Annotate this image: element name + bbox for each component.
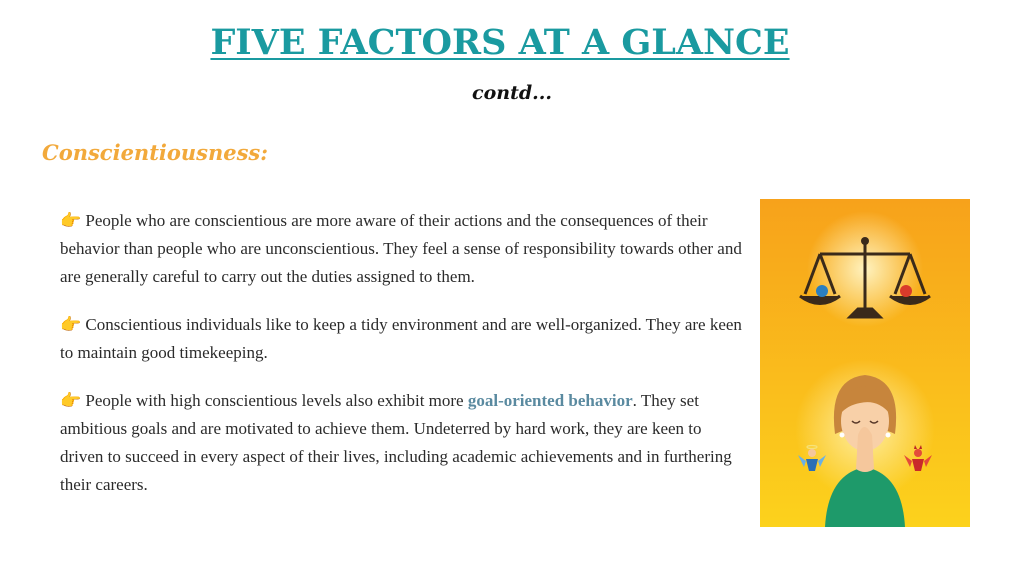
bullet-paragraph-1 <box>60 207 748 291</box>
paragraph-1-text: People who are conscientious are more aware of their actions and the consequences of their behavior than people who are unconscientious. They feel a sense of responsibility towards other and are generally careful to carry out the duties assigned to them. <box>60 211 742 286</box>
bullet-list <box>60 207 748 519</box>
pointing-hand-icon: 👉 <box>60 315 82 334</box>
bullet-paragraph-3 <box>60 387 748 499</box>
slide-subtitle: contd... <box>472 82 552 104</box>
paragraph-3-text-after: . They set ambitious goals and are motivated to achieve them. Undeterred by hard work, they are keen to driven to succeed in every aspect of their lives, including academic achievements and in furthering their careers. <box>60 391 732 494</box>
slide-title: FIVE FACTORS AT A GLANCE <box>210 22 790 63</box>
illustration-panel <box>760 199 970 527</box>
pointing-hand-icon: 👉 <box>60 211 82 230</box>
pointing-hand-icon: 👉 <box>60 391 82 410</box>
bullet-paragraph-2 <box>60 311 748 367</box>
goal-oriented-highlight: goal-oriented behavior <box>467 391 633 410</box>
paragraph-3-text-before: People with high conscientious levels also exhibit more <box>85 391 468 410</box>
section-heading: Conscientiousness: <box>42 140 269 165</box>
woman-with-scales-illustration <box>760 199 970 527</box>
paragraph-2-text: Conscientious individuals like to keep a tidy environment and are well-organized. They are keen to maintain good timekeeping. <box>60 315 742 362</box>
